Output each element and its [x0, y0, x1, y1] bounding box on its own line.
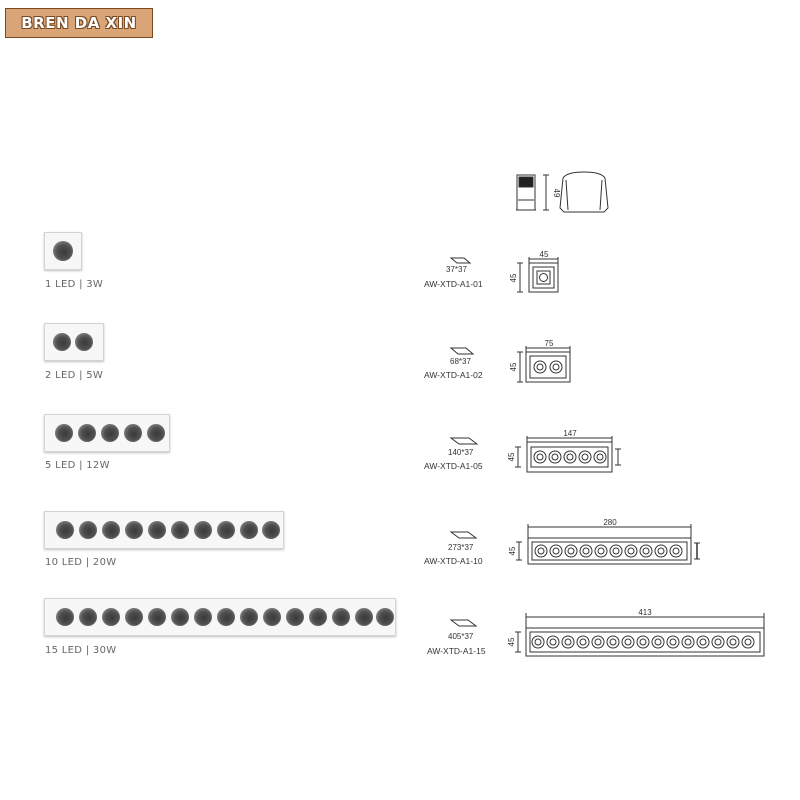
product-caption-10: 10 LED | 20W: [45, 557, 117, 568]
cutout-icon: [451, 438, 477, 444]
width-dim-2: 75: [544, 339, 554, 348]
section-height-label: 49: [552, 188, 561, 198]
brand-text: BREN DA XIN: [21, 14, 137, 32]
cutout-icon: [451, 620, 476, 626]
front-drawing-10: [516, 524, 700, 564]
front-drawing-1: [517, 257, 558, 292]
cutout-size-10: 273*37: [448, 543, 474, 552]
width-dim-5: 147: [563, 429, 577, 438]
model-number-5: AW-XTD-A1-05: [424, 461, 483, 471]
front-drawing-2: [517, 346, 570, 382]
width-dim-10: 280: [603, 518, 617, 527]
cutout-size-1: 37*37: [446, 265, 467, 274]
cutout-size-5: 140*37: [448, 448, 474, 457]
model-number-10: AW-XTD-A1-10: [424, 556, 483, 566]
front-drawing-5: [515, 436, 621, 472]
height-dim-2: 45: [509, 362, 518, 372]
cutout-size-2: 68*37: [450, 357, 471, 366]
product-caption-2: 2 LED | 5W: [45, 370, 104, 381]
cutout-icon: [451, 348, 473, 354]
model-number-2: AW-XTD-A1-02: [424, 370, 483, 380]
height-dim-5: 45: [507, 452, 516, 462]
front-drawing-15: [515, 613, 764, 656]
cutout-size-15: 405*37: [448, 632, 474, 641]
width-dim-1: 45: [539, 250, 549, 259]
width-dim-15: 413: [638, 608, 652, 617]
product-caption-1: 1 LED | 3W: [45, 279, 104, 290]
product-caption-15: 15 LED | 30W: [45, 645, 117, 656]
product-caption-5: 5 LED | 12W: [45, 460, 110, 471]
height-dim-15: 45: [507, 637, 516, 647]
height-dim-1: 45: [509, 273, 518, 283]
cutout-icon: [451, 258, 470, 263]
height-dim-10: 45: [508, 546, 517, 556]
cutout-icon: [451, 532, 476, 538]
model-number-15: AW-XTD-A1-15: [427, 646, 486, 656]
model-number-1: AW-XTD-A1-01: [424, 279, 483, 289]
side-profile-drawing: [516, 172, 608, 212]
